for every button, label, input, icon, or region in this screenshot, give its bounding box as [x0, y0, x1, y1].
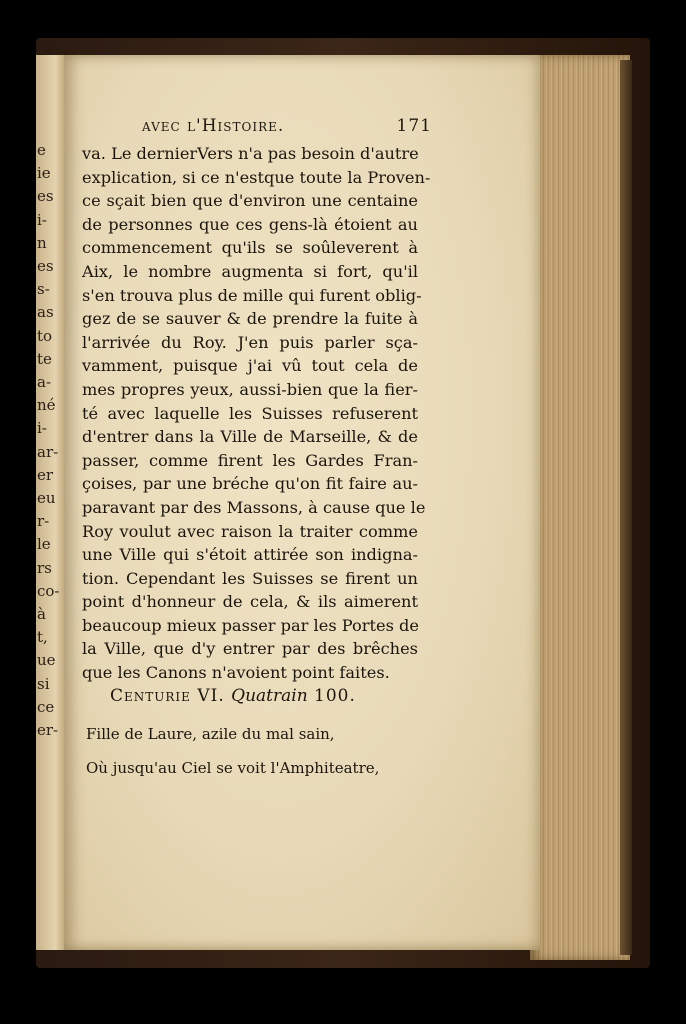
running-header — [142, 116, 432, 140]
text-line: beaucoup mieux passer par les Portes de — [82, 615, 419, 635]
prev-page-fragment: s- — [37, 280, 50, 299]
text-line: une Ville qui s'étoit attirée son indigna- — [82, 545, 418, 565]
prev-page-fragment: rs — [37, 558, 52, 577]
text-line: tion. Cependant les Suisses se firent un — [82, 568, 418, 588]
text-line: que les Canons n'avoient point faites. — [82, 663, 390, 683]
text-line: la Ville, que d'y entrer par des brêches — [82, 639, 418, 659]
prev-page-fragment: le — [37, 535, 51, 554]
prev-page-fragment: as — [37, 303, 54, 322]
prev-page-fragment: eu — [37, 489, 56, 507]
text-line: Roy voulut avec raison la traiter comme — [82, 521, 418, 541]
page-edges — [530, 55, 630, 960]
page-number: 171 — [396, 116, 432, 136]
text-line: va. Le dernierVers n'a pas besoin d'autre — [82, 144, 419, 163]
section-heading — [110, 686, 410, 706]
prev-page-fragment: i- — [37, 210, 47, 229]
spine-edge — [620, 60, 632, 955]
text-line: explication, si ce n'estque toute la Proven- — [82, 167, 431, 187]
text-line: point d'honneur de cela, & ils aimerent — [82, 592, 418, 612]
text-line: l'arrivée du Roy. J'en puis parler sça- — [82, 332, 418, 352]
text-line: Aix, le nombre augmenta si fort, qu'il — [82, 261, 418, 281]
text-line: vamment, puisque j'ai vû tout cela de — [82, 356, 418, 376]
prev-page-fragment: si — [37, 674, 50, 693]
prev-page-fragment: r- — [37, 512, 50, 531]
text-line: d'entrer dans la Ville de Marseille, & de — [82, 427, 418, 447]
prev-page-fragment: es — [37, 257, 54, 275]
prev-page-fragment: t, — [37, 628, 48, 647]
prev-page-fragment: e — [37, 141, 46, 159]
body-text — [82, 142, 431, 685]
text-line: mes propres yeux, aussi-bien que la fier- — [82, 379, 418, 399]
text-line: té avec laquelle les Suisses refuserent — [82, 403, 418, 423]
section-heading-italic: Quatrain — [231, 686, 308, 706]
prev-page-fragment: co- — [37, 581, 60, 600]
text-line: s'en trouva plus de mille qui furent oblig- — [82, 285, 422, 305]
prev-page-fragment: ce — [37, 697, 55, 716]
text-line: gez de se sauver & de prendre la fuite à — [82, 309, 418, 329]
prev-page-fragment: to — [37, 326, 53, 345]
text-line: ce sçait bien que d'environ une centaine — [82, 191, 418, 211]
section-heading-label: Centurie VI. — [110, 686, 225, 706]
prev-page-fragment: er- — [37, 721, 59, 739]
text-line: passer, comme firent les Gardes Fran- — [82, 450, 418, 470]
prev-page-fragment: ar- — [37, 442, 59, 461]
prev-page-fragment: a- — [37, 373, 52, 391]
prev-page-fragment: n — [37, 233, 47, 252]
prev-page-fragment: ie — [37, 164, 51, 183]
text-line: de personnes que ces gens-là étoient au — [82, 214, 418, 234]
text-line: paravant par des Massons, à cause que le — [82, 497, 426, 517]
verse-line: Fille de Laure, azile du mal sain, — [86, 725, 335, 743]
section-heading-number: 100. — [314, 686, 356, 706]
running-header-title: avec l'Histoire. — [142, 116, 285, 136]
prev-page-fragment: te — [37, 349, 52, 368]
prev-page-fragment: à — [37, 605, 46, 623]
text-line: çoises, par une bréche qu'on fit faire au- — [82, 474, 418, 494]
verse-line: Où jusqu'au Ciel se voit l'Amphiteatre, — [86, 759, 380, 777]
prev-page-fragment: ue — [37, 651, 56, 670]
prev-page-fragment: er — [37, 465, 54, 484]
text-line: commencement qu'ils se soûleverent à — [82, 238, 418, 258]
prev-page-fragment: es — [37, 187, 54, 206]
prev-page-fragment: né — [37, 396, 56, 415]
prev-page-fragment: i- — [37, 419, 47, 438]
